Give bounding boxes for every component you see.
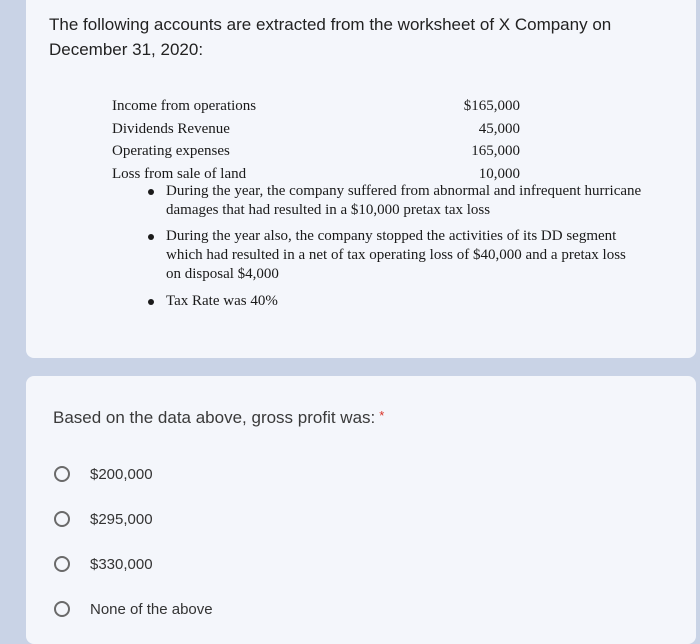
account-label: Dividends Revenue <box>112 120 230 137</box>
account-label: Operating expenses <box>112 143 230 159</box>
option-label: $330,000 <box>90 555 153 573</box>
account-amount: 45,000 <box>478 120 520 137</box>
radio-button[interactable] <box>54 511 70 527</box>
answer-option[interactable] <box>54 598 213 620</box>
account-row <box>112 118 532 141</box>
answer-option[interactable] <box>54 553 153 575</box>
intro-line-2: December 31, 2020: <box>49 40 204 59</box>
radio-button[interactable] <box>54 466 70 482</box>
answer-option[interactable] <box>54 463 153 485</box>
account-row <box>112 140 532 163</box>
note-text: During the year also, the company stopped the activities of its DD segment which had resulted in a net of tax operating loss of $40,000 and a pretax loss on disposal $4,000 <box>166 228 626 282</box>
account-amount: 165,000 <box>471 143 520 159</box>
account-label: Income from operations <box>112 98 257 114</box>
intro-line-1: The following accounts are extracted from the worksheet of X Company on <box>49 15 612 34</box>
note-text: During the year, the company suffered from abnormal and infrequent hurricane damages that had resulted in a $10,000 pretax tax loss <box>166 183 642 218</box>
note-text: Tax Rate was 40% <box>166 293 278 309</box>
answer-option[interactable] <box>54 508 153 530</box>
option-label: $295,000 <box>90 510 153 528</box>
account-row <box>112 95 532 118</box>
option-label: $200,000 <box>90 465 153 483</box>
bullet-icon <box>148 299 154 305</box>
notes-list <box>142 182 642 313</box>
option-label: None of the above <box>90 600 213 618</box>
account-amount: $165,000 <box>463 98 520 114</box>
bullet-icon <box>148 189 154 195</box>
radio-button[interactable] <box>54 601 70 617</box>
radio-button[interactable] <box>54 556 70 572</box>
note-item <box>142 292 642 311</box>
question-title <box>53 408 384 428</box>
account-label: Loss from sale of land <box>112 165 247 182</box>
account-amount: 10,000 <box>478 165 520 182</box>
question-text: Based on the data above, gross profit was: <box>53 408 376 427</box>
bullet-icon <box>148 234 154 240</box>
accounts-table <box>112 95 532 185</box>
note-item <box>142 182 642 220</box>
required-marker: * <box>379 408 385 423</box>
intro-text <box>49 12 679 62</box>
note-item <box>142 227 642 284</box>
